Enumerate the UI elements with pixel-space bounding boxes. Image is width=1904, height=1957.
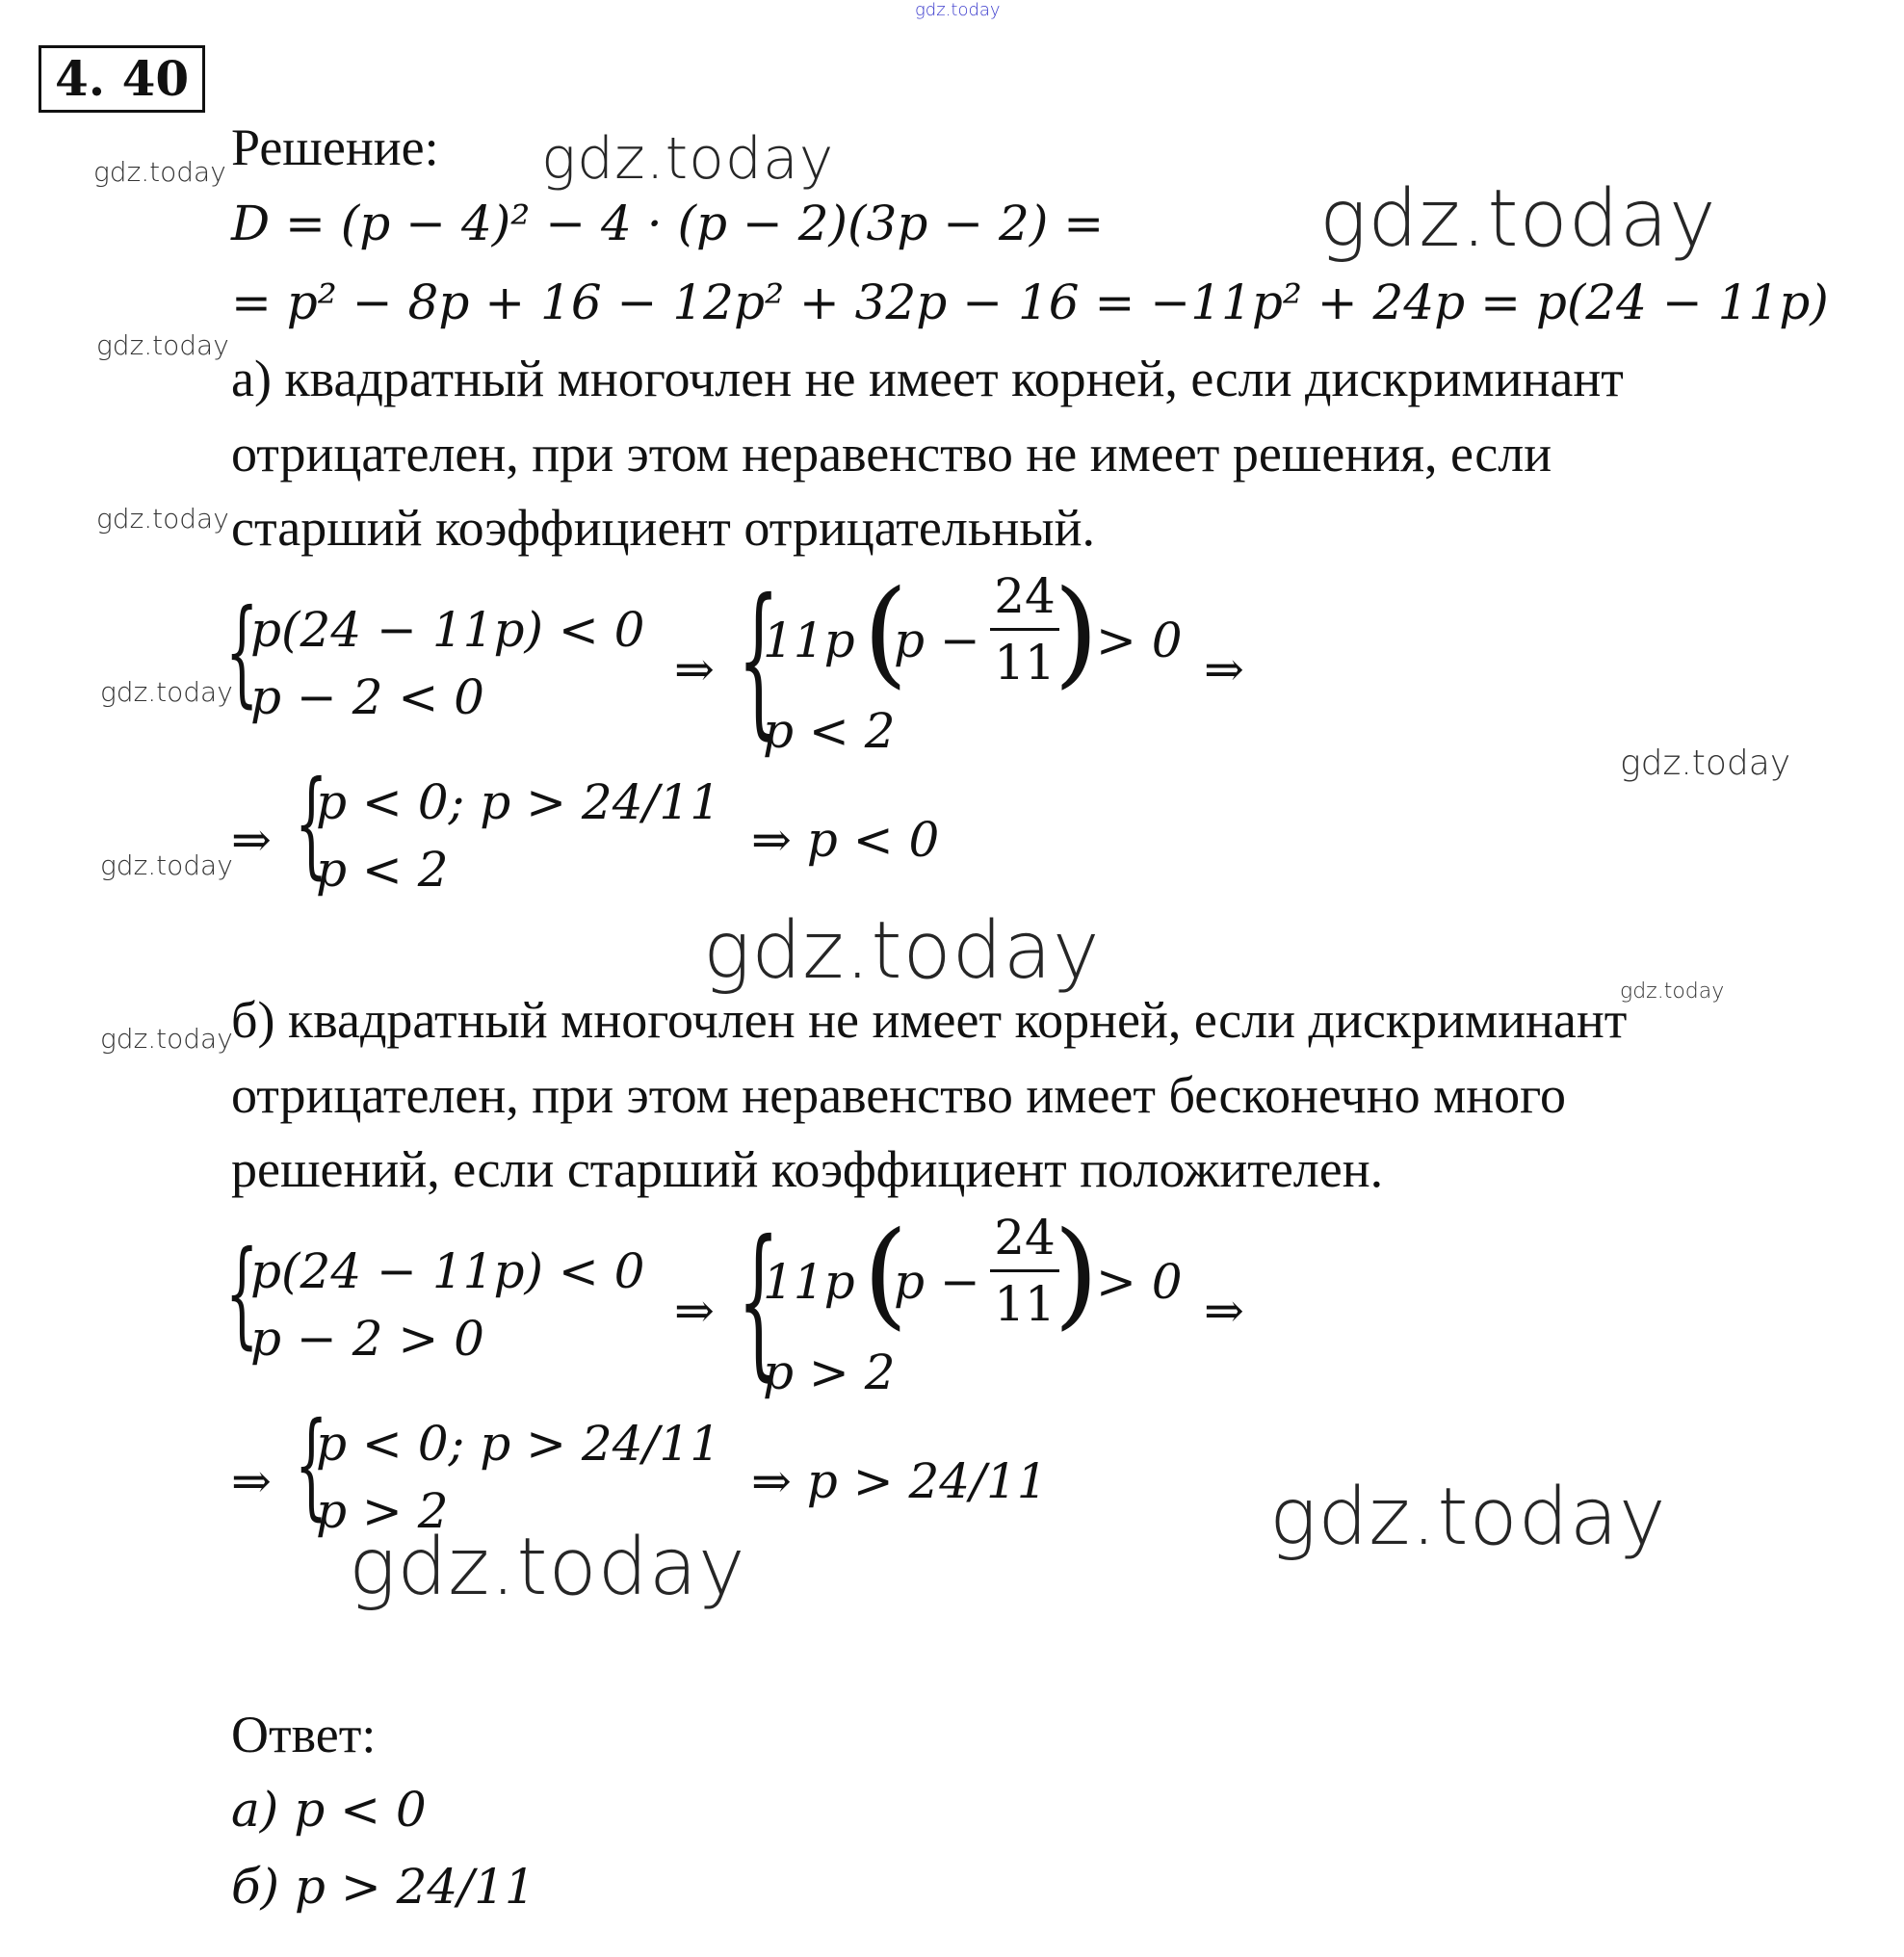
part-a-sys3-line-1: p < 0; p > 24/11 bbox=[316, 774, 721, 830]
implies-arrow: ⇒ bbox=[1204, 641, 1244, 697]
answer-b: б) p > 24/11 bbox=[231, 1859, 535, 1915]
fraction bbox=[990, 568, 1059, 691]
fraction-denominator: 11 bbox=[994, 635, 1056, 691]
part-b-sys2-line-2: p > 2 bbox=[763, 1344, 896, 1400]
brace: { bbox=[225, 1227, 259, 1361]
implies-arrow: ⇒ bbox=[674, 641, 715, 697]
part-b-sys2-post: > 0 bbox=[1096, 1254, 1183, 1310]
part-b-sys1-line-1: p(24 − 11p) < 0 bbox=[250, 1243, 645, 1299]
fraction-bar bbox=[990, 1269, 1059, 1272]
brace: { bbox=[738, 564, 780, 755]
implies-arrow: ⇒ bbox=[231, 1453, 272, 1509]
part-a-text-line-1: а) квадратный многочлен не имеет корней, если дискриминант bbox=[231, 350, 1624, 407]
fraction-numerator: 24 bbox=[994, 1210, 1056, 1266]
fraction-numerator: 24 bbox=[994, 568, 1056, 624]
brace: { bbox=[738, 1206, 780, 1396]
watermark-small: gdz.today bbox=[93, 156, 226, 188]
part-b-sys2-factor: 11p bbox=[763, 1254, 855, 1310]
watermark-small: gdz.today bbox=[100, 849, 233, 881]
paren-right: ) bbox=[1054, 1208, 1099, 1342]
watermark-large: gdz.today bbox=[1319, 173, 1717, 265]
paren-left: ( bbox=[863, 1208, 908, 1342]
watermark-large: gdz.today bbox=[541, 125, 835, 193]
brace: { bbox=[295, 757, 328, 891]
part-a-text-line-3: старший коэффициент отрицательный. bbox=[231, 499, 1096, 557]
part-b-sys3-line-1: p < 0; p > 24/11 bbox=[316, 1416, 721, 1472]
watermark-small: gdz.today bbox=[96, 503, 229, 535]
brace: { bbox=[295, 1398, 328, 1532]
watermark-small: gdz.today bbox=[1620, 979, 1725, 1004]
brace: { bbox=[225, 586, 259, 719]
part-a-text-line-2: отрицателен, при этом неравенство не имеет решения, если bbox=[231, 425, 1552, 483]
part-a-sys2-factor: 11p bbox=[763, 613, 855, 668]
part-b-text-line-3: решений, если старший коэффициент положителен. bbox=[231, 1140, 1384, 1198]
fraction bbox=[990, 1210, 1059, 1332]
watermark-large: gdz.today bbox=[349, 1522, 746, 1613]
watermark-small: gdz.today bbox=[100, 1023, 233, 1055]
implies-arrow: ⇒ bbox=[674, 1283, 715, 1339]
part-a-sys1-line-1: p(24 − 11p) < 0 bbox=[250, 602, 645, 658]
part-b-sys1-line-2: p − 2 > 0 bbox=[250, 1311, 484, 1367]
implies-arrow: ⇒ bbox=[231, 812, 272, 868]
part-a-result: ⇒ p < 0 bbox=[751, 812, 940, 868]
watermark-small: gdz.today bbox=[1620, 744, 1791, 783]
solution-label: Решение: bbox=[231, 118, 439, 176]
watermark-large: gdz.today bbox=[1269, 1472, 1667, 1563]
watermark-small: gdz.today bbox=[96, 329, 229, 361]
paren-right: ) bbox=[1054, 566, 1099, 700]
part-a-sys1-line-2: p − 2 < 0 bbox=[250, 669, 484, 725]
discriminant-line-1: D = (p − 4)² − 4 · (p − 2)(3p − 2) = bbox=[231, 196, 1105, 251]
part-a-sys2-line-2: p < 2 bbox=[763, 703, 896, 759]
part-b-sys2-pre: p − bbox=[894, 1254, 980, 1310]
watermark-small: gdz.today bbox=[100, 676, 233, 708]
answer-label: Ответ: bbox=[231, 1706, 377, 1763]
part-b-text-line-2: отрицателен, при этом неравенство имеет бесконечно много bbox=[231, 1066, 1566, 1124]
watermark-large: gdz.today bbox=[703, 905, 1101, 997]
part-a-sys2-post: > 0 bbox=[1096, 613, 1183, 668]
part-b-sys3-line-2: p > 2 bbox=[316, 1483, 449, 1539]
problem-number: 4. 40 bbox=[39, 45, 205, 113]
fraction-bar bbox=[990, 628, 1059, 631]
implies-arrow: ⇒ bbox=[1204, 1283, 1244, 1339]
answer-a: а) p < 0 bbox=[231, 1782, 427, 1838]
part-a-sys3-line-2: p < 2 bbox=[316, 842, 449, 898]
part-b-result: ⇒ p > 24/11 bbox=[751, 1453, 1048, 1509]
paren-left: ( bbox=[863, 566, 908, 700]
part-a-sys2-pre: p − bbox=[894, 613, 980, 668]
discriminant-line-2: = p² − 8p + 16 − 12p² + 32p − 16 = −11p² + 24p = p(24 − 11p) bbox=[231, 274, 1829, 330]
watermark-top: gdz.today bbox=[915, 0, 1001, 20]
fraction-denominator: 11 bbox=[994, 1276, 1056, 1332]
part-b-text-line-1: б) квадратный многочлен не имеет корней, если дискриминант bbox=[231, 991, 1628, 1049]
